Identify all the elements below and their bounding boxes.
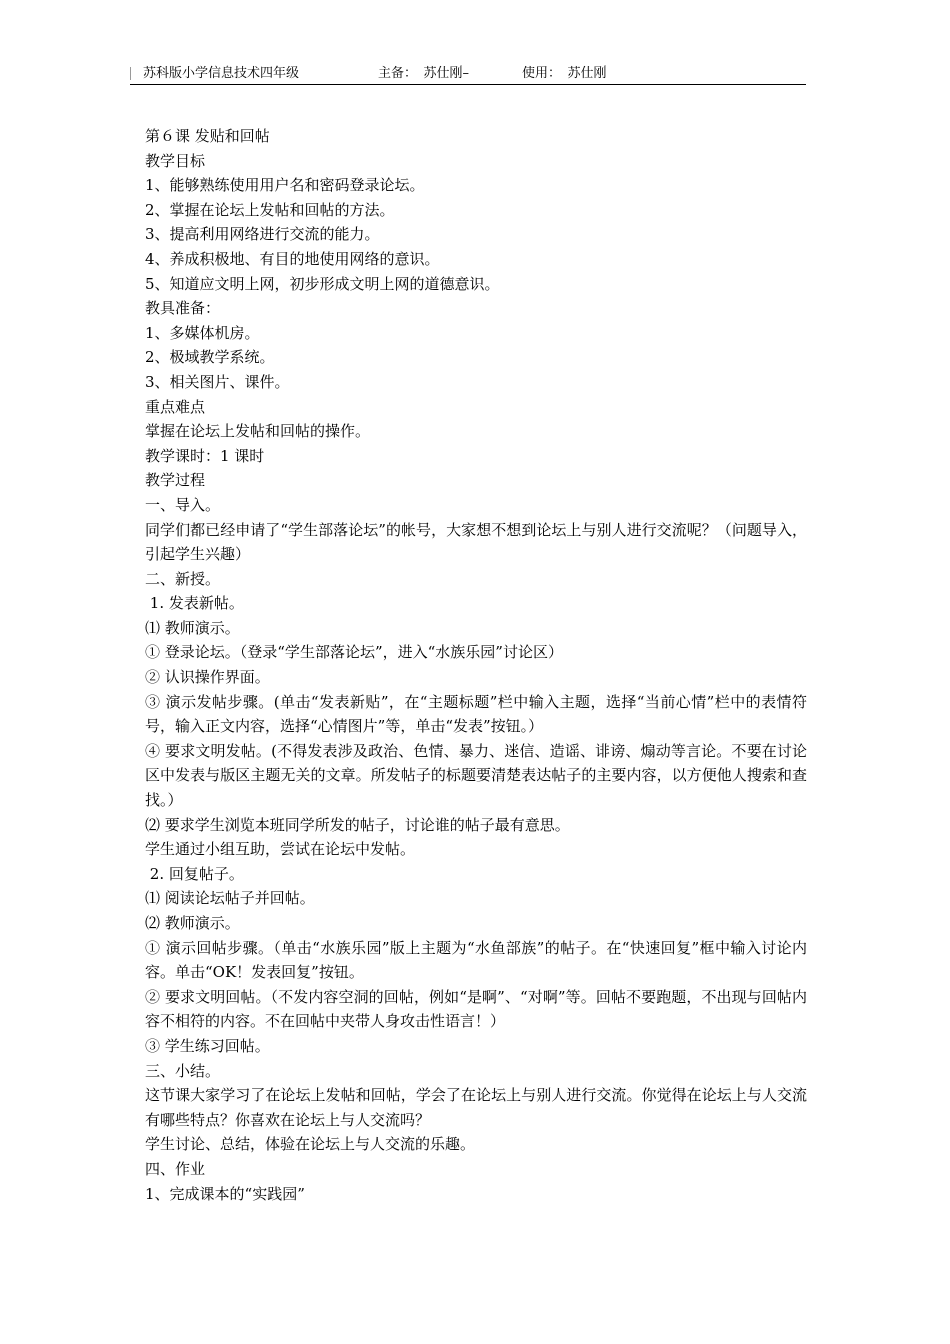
list-item: 1、能够熟练使用用户名和密码登录论坛。: [145, 176, 425, 195]
paragraph: 同学们都已经申请了“学生部落论坛”的帐号，大家想不想到论坛上与别人进行交流呢？（问题导入，引起学生兴趣）: [145, 520, 807, 564]
list-item: ② 要求文明回帖。（不发内容空洞的回帖，例如“是啊”、“对啊”等。回帖不要跑题，不出现与回帖内容不相符的内容。不在回帖中夹带人身攻击性语言！）: [145, 987, 807, 1031]
list-item: ① 登录论坛。（登录“学生部落论坛”，进入“水族乐园”讨论区）: [145, 643, 563, 662]
step-heading: 一、导入。: [145, 495, 221, 514]
paragraph: 教学课时：1 课时: [145, 446, 265, 465]
sub-step: ⑵ 教师演示。: [145, 914, 240, 932]
step-heading: 四、作业: [145, 1159, 206, 1178]
list-item: ④ 要求文明发帖。(不得发表涉及政治、色情、暴力、迷信、造谣、诽谤、煽动等言论。不要在讨论区中发表与版区主题无关的文章。所发帖子的标题要清楚表达帖子的主要内容，以方便他人搜索和查找。）: [145, 741, 807, 810]
section-heading: 教学过程: [145, 471, 206, 490]
list-item: 1、完成课本的“实践园”: [145, 1184, 305, 1203]
list-item: 2、极域教学系统。: [145, 348, 275, 367]
list-item: 1、多媒体机房。: [145, 323, 260, 342]
list-item: 2、掌握在论坛上发帖和回帖的方法。: [145, 200, 395, 219]
sub-step: ⑴ 阅读论坛帖子并回帖。: [145, 889, 315, 908]
paragraph: 这节课大家学习了在论坛上发帖和回帖，学会了在论坛上与别人进行交流。你觉得在论坛上与人交流有哪些特点？你喜欢在论坛上与人交流吗？: [145, 1086, 807, 1129]
header-course: 苏科版小学信息技术四年级: [143, 66, 300, 81]
list-item: 3、提高利用网络进行交流的能力。: [145, 225, 380, 244]
sub-step: ⑴ 教师演示。: [145, 618, 240, 637]
section-heading: 教学目标: [145, 151, 206, 170]
lesson-title: 第６课 发贴和回帖: [145, 127, 270, 145]
list-item: ③ 学生练习回帖。: [145, 1036, 270, 1055]
list-item: 3、相关图片、课件。: [145, 372, 290, 391]
section-heading: 教具准备：: [145, 299, 221, 318]
list-item: ③ 演示发帖步骤。(单击“发表新贴”，在“主题标题”栏中输入主题，选择“当前心情”栏中的表情符号，输入正文内容，选择“心情图片”等，单击“发表”按钮。）: [145, 692, 807, 736]
list-item: 4、养成积极地、有目的地使用网络的意识。: [145, 249, 440, 268]
sub-step: ⑵ 要求学生浏览本班同学所发的帖子，讨论谁的帖子最有意思。: [145, 815, 570, 834]
header-divider: [130, 67, 131, 80]
section-heading: 重点难点: [145, 397, 206, 416]
list-item: 5、知道应文明上网，初步形成文明上网的道德意识。: [145, 274, 500, 293]
page-header: [130, 66, 806, 85]
paragraph: 掌握在论坛上发帖和回帖的操作。: [145, 422, 371, 441]
header-preparer: 主备： 苏仕刚–: [378, 66, 470, 81]
sub-step: 1. 发表新帖。: [145, 594, 244, 613]
step-heading: 三、小结。: [145, 1061, 221, 1080]
header-user: 使用： 苏仕刚: [522, 66, 607, 81]
paragraph: 学生通过小组互助，尝试在论坛中发帖。: [145, 840, 416, 859]
step-heading: 二、新授。: [145, 569, 221, 588]
lesson-plan-body: [145, 124, 807, 1206]
list-item: ② 认识操作界面。: [145, 668, 270, 687]
sub-step: 2. 回复帖子。: [145, 864, 244, 883]
list-item: ① 演示回帖步骤。（单击“水族乐园”版上主题为“水鱼部族”的帖子。在“快速回复”框中输入讨论内容。单击“OK！发表回复”按钮。: [145, 938, 807, 982]
paragraph: 学生讨论、总结，体验在论坛上与人交流的乐趣。: [145, 1135, 476, 1154]
